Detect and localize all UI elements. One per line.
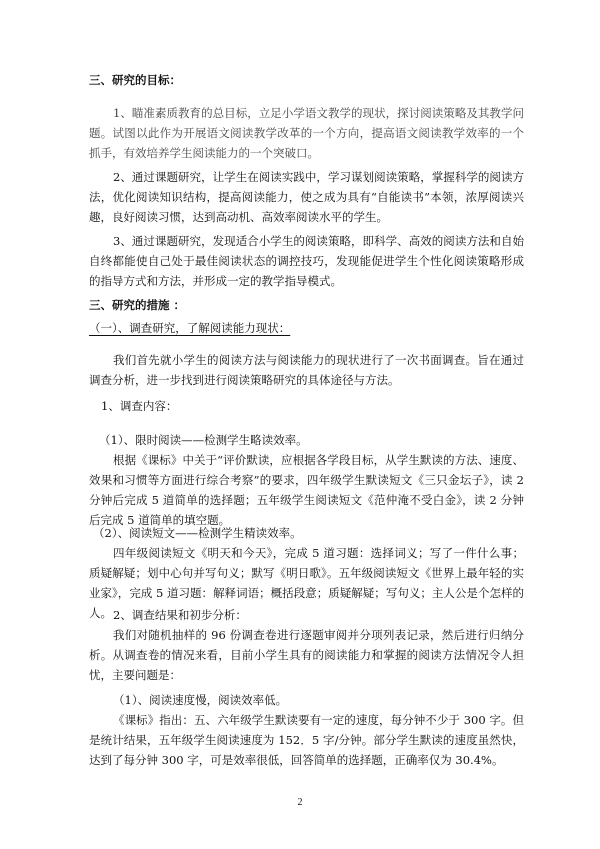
sub-item-timed-reading: （1）、限时阅读——检测学生略读效率。 (99, 433, 308, 447)
short-text-paragraph: 四年级阅读短文《明天和今天》，完成 5 道习题：选择词义；写了一件什么事；质疑解疑；划中心句并写句义；默写《明日歌》。五年级阅读短文《世界上最年轻的实业家》，完成 5 道习题：解释词语；概括段意；质疑解疑；写句义；主人公是个怎样的人。 (89, 546, 524, 620)
intro-paragraph: 我们首先就小学生的阅读方法与阅读能力的现状进行了一次书面调查。旨在通过调查分析，进一步找到进行阅读策略研究的具体途径与方法。 (89, 353, 524, 387)
goal-paragraph-1: 1、瞄准素质教育的总目标，立足小学语文教学的现状，探讨阅读策略及其教学问题。试图以此作为开展语文阅读教学改革的一个方向，提高语文阅读教学效率的一个抓手，有效培养学生阅读能力的一个突破口。 (89, 106, 524, 160)
item-survey-content: 1、调查内容： (101, 399, 178, 413)
sub-item-short-text: （2）、阅读短文——检测学生精读效率。 (93, 526, 302, 540)
page-number: 2 (297, 797, 303, 808)
section-heading-goals: 三、研究的目标： (89, 73, 181, 87)
section-heading-measures: 三、研究的措施 ： (89, 298, 186, 312)
problem-1-title: （1）、阅读速度慢，阅读效率低。 (113, 693, 288, 707)
results-paragraph: 我们对随机抽样的 96 份调查卷进行逐题审阅并分项列表记录，然后进行归纳分析。从调查卷的情况来看，目前小学生具有的阅读能力和掌握的阅读方法情况令人担忧，主要问题是： (89, 628, 524, 682)
timed-reading-paragraph: 根据《课标》中关于“评价默读，应根据各学段目标，从学生默读的方法、速度、效果和习惯等方面进行综合考察”的要求，四年级学生默读短文《三只金坛子》，读 2 分钟后完成 5 道简单的选择题；五年级学生阅读短文《范仲淹不受白金》，读 2 分钟后完成 5 道简单的填空题。 (89, 453, 524, 527)
problem-1-paragraph: 《课标》指出：五、六年级学生默读要有一定的速度，每分钟不少于 300 字。但是统计结果，五年级学生阅读速度为 152．5 字/分钟。部分学生默读的速度虽然快，达到了每分钟 300 字，可是效率很低，回答简单的选择题，正确率仅为 30.4%。 (89, 713, 524, 767)
item-survey-results: 2、调查结果和初步分析： (113, 608, 247, 622)
goal-paragraph-2: 2、通过课题研究，让学生在阅读实践中，学习谋划阅读策略，掌握科学的阅读方法，优化阅读知识结构，提高阅读能力，使之成为具有“自能读书”本领，浓厚阅读兴趣，良好阅读习惯，达到高动机、高效率阅读水平的学生。 (89, 170, 524, 224)
goal-paragraph-3: 3、通过课题研究，发现适合小学生的阅读策略，即科学、高效的阅读方法和自始自终都能使自己处于最佳阅读状态的调控技巧，发现能促进学生个性化阅读策略形成的指导方式和方法，并形成一定的教学指导模式。 (89, 234, 524, 288)
subsection-heading-survey: （一）、调查研究，了解阅读能力现状： (89, 321, 291, 335)
